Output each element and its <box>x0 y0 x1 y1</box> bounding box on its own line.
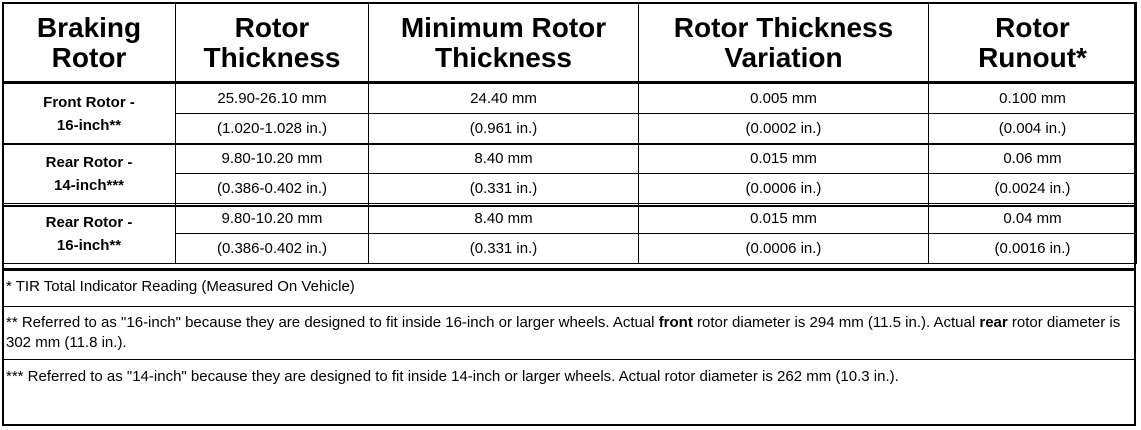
table-cell: 0.100 mm <box>929 84 1137 114</box>
table-row <box>3 144 1137 174</box>
rotor-name-cell: Front Rotor - 16-inch** <box>3 84 176 144</box>
rotor-name-cell: Rear Rotor - 16-inch** <box>3 204 176 264</box>
table-cell: (1.020-1.028 in.) <box>176 114 369 144</box>
header-braking-rotor: Braking Rotor <box>3 3 176 84</box>
table-cell: (0.0002 in.) <box>639 114 929 144</box>
table-cell: 24.40 mm <box>369 84 639 114</box>
table-cell: (0.331 in.) <box>369 234 639 264</box>
table-cell: (0.0016 in.) <box>929 234 1137 264</box>
table-cell: (0.004 in.) <box>929 114 1137 144</box>
footnote-tir: * TIR Total Indicator Reading (Measured On Vehicle) <box>2 270 1136 306</box>
table-cell: 8.40 mm <box>369 204 639 234</box>
table-cell: 0.06 mm <box>929 144 1137 174</box>
header-rotor-runout: Rotor Runout* <box>929 3 1137 84</box>
brake-rotor-spec-table <box>2 2 1137 264</box>
table-cell: 0.04 mm <box>929 204 1137 234</box>
table-cell: (0.961 in.) <box>369 114 639 144</box>
footnote-16-inch: ** Referred to as "16-inch" because they are designed to fit inside 16-inch or larger wheels. Actual front rotor diameter is 294 mm (11.5 in.). Actual rear rotor diameter is 302 mm (11.8 in.). <box>2 306 1136 359</box>
header-rotor-thickness-variation: Rotor Thickness Variation <box>639 3 929 84</box>
header-row <box>3 3 1137 84</box>
table-cell: 25.90-26.10 mm <box>176 84 369 114</box>
table-cell: 0.015 mm <box>639 204 929 234</box>
table-row <box>3 84 1137 114</box>
table-cell: 9.80-10.20 mm <box>176 144 369 174</box>
header-rotor-thickness: Rotor Thickness <box>176 3 369 84</box>
header-divider <box>2 81 1136 83</box>
table-cell: (0.386-0.402 in.) <box>176 234 369 264</box>
table-cell: (0.0006 in.) <box>639 234 929 264</box>
table-cell: (0.0024 in.) <box>929 174 1137 204</box>
table-row <box>3 204 1137 234</box>
footnotes <box>2 270 1136 417</box>
table-cell: (0.0006 in.) <box>639 174 929 204</box>
group-divider <box>2 205 1136 207</box>
table-cell: (0.331 in.) <box>369 174 639 204</box>
table-cell: 0.015 mm <box>639 144 929 174</box>
table-cell: 0.005 mm <box>639 84 929 114</box>
group-divider <box>2 143 1136 145</box>
table-cell: 8.40 mm <box>369 144 639 174</box>
table-cell: 9.80-10.20 mm <box>176 204 369 234</box>
table-cell: (0.386-0.402 in.) <box>176 174 369 204</box>
rotor-name-cell: Rear Rotor - 14-inch*** <box>3 144 176 204</box>
footnote-14-inch: *** Referred to as "14-inch" because they are designed to fit inside 14-inch or larger wheels. Actual rotor diameter is 262 mm (10.3 in.). <box>2 359 1136 417</box>
header-minimum-rotor-thickness: Minimum Rotor Thickness <box>369 3 639 84</box>
